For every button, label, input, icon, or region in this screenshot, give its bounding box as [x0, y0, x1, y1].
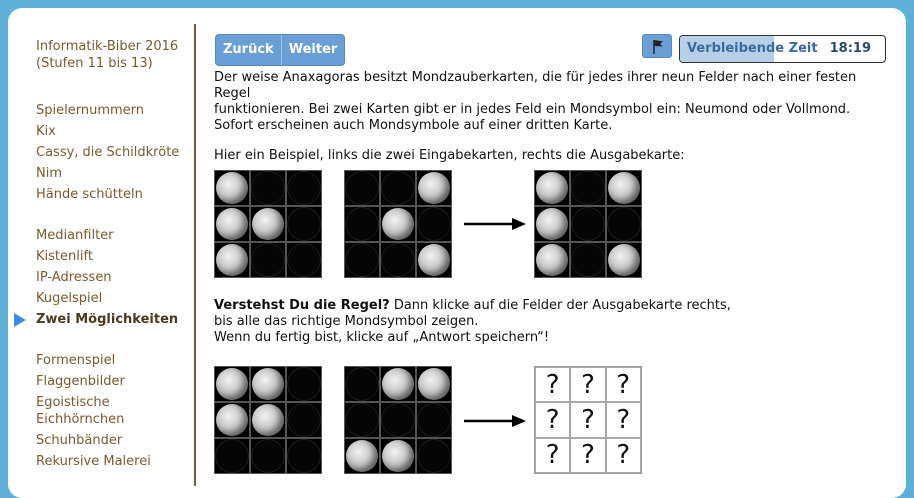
timer-label: Verbleibende Zeit — [687, 41, 818, 56]
intro-line-2: funktionieren. Bei zwei Karten gibt er in jedes Feld ein Mondsymbol ein: Neumond oder Vollmond. — [214, 102, 851, 117]
card-cell — [606, 242, 642, 278]
full-moon-icon — [382, 368, 414, 400]
new-moon-icon — [572, 244, 604, 276]
sidebar-title-line2: (Stufen 11 bis 13) — [36, 56, 153, 71]
card-cell — [380, 170, 416, 206]
flag-icon — [643, 35, 671, 57]
task-arrow-icon — [464, 413, 526, 429]
answer-cell[interactable]: ? — [606, 402, 641, 437]
card-cell — [214, 242, 250, 278]
full-moon-icon — [252, 404, 284, 436]
full-moon-icon — [536, 172, 568, 204]
sidebar-item-spielernummern[interactable]: Spielernummern — [36, 103, 144, 118]
new-moon-icon — [252, 172, 284, 204]
new-moon-icon — [288, 368, 320, 400]
new-moon-icon — [346, 172, 378, 204]
new-moon-icon — [572, 172, 604, 204]
full-moon-icon — [216, 244, 248, 276]
sidebar-group — [36, 225, 196, 330]
card-cell — [416, 366, 452, 402]
task-question — [214, 298, 894, 346]
card-cell — [344, 438, 380, 474]
card-cell — [286, 206, 322, 242]
new-moon-icon — [216, 440, 248, 472]
example-output-card — [534, 170, 642, 278]
card-cell — [250, 438, 286, 474]
card-cell — [380, 438, 416, 474]
full-moon-icon — [418, 172, 450, 204]
card-cell — [380, 206, 416, 242]
sidebar-item-nim[interactable]: Nim — [36, 166, 62, 181]
new-moon-icon — [288, 172, 320, 204]
full-moon-icon — [608, 172, 640, 204]
card-cell — [344, 402, 380, 438]
sidebar-item-kugelspiel[interactable]: Kugelspiel — [36, 291, 103, 306]
card-cell — [344, 206, 380, 242]
new-moon-icon — [418, 404, 450, 436]
card-cell — [534, 242, 570, 278]
sidebar-title-line1: Informatik-Biber 2016 — [36, 39, 179, 54]
answer-cell[interactable]: ? — [535, 367, 570, 402]
sidebar-item-ip-adressen[interactable]: IP-Adressen — [36, 270, 112, 285]
sidebar-group — [36, 100, 196, 205]
answer-output-card — [534, 366, 642, 474]
card-cell — [250, 170, 286, 206]
example-input-card-1 — [214, 170, 322, 278]
nav-buttons — [215, 34, 345, 66]
intro-line-3: Sofort erscheinen auch Mondsymbole auf einer dritten Karte. — [214, 118, 613, 133]
answer-cell[interactable]: ? — [606, 438, 641, 473]
sidebar-group — [36, 350, 196, 472]
card-cell — [416, 206, 452, 242]
card-cell — [570, 206, 606, 242]
sidebar-item-kistenlift[interactable]: Kistenlift — [36, 249, 93, 264]
card-cell — [286, 242, 322, 278]
card-cell — [214, 438, 250, 474]
full-moon-icon — [418, 244, 450, 276]
card-cell — [416, 402, 452, 438]
task-input-card-1 — [214, 366, 322, 474]
new-moon-icon — [288, 244, 320, 276]
card-cell — [416, 242, 452, 278]
card-cell — [214, 366, 250, 402]
example-caption: Hier ein Beispiel, links die zwei Eingabekarten, rechts die Ausgabekarte: — [214, 148, 685, 163]
card-cell — [250, 366, 286, 402]
card-cell — [534, 206, 570, 242]
full-moon-icon — [382, 208, 414, 240]
example-arrow-icon — [464, 216, 526, 232]
card-cell — [380, 242, 416, 278]
card-cell — [344, 242, 380, 278]
next-button[interactable]: Weiter — [281, 35, 345, 65]
card-cell — [250, 402, 286, 438]
full-moon-icon — [216, 172, 248, 204]
answer-cell[interactable]: ? — [606, 367, 641, 402]
sidebar-divider — [194, 24, 196, 486]
flag-button[interactable] — [642, 34, 672, 58]
full-moon-icon — [418, 368, 450, 400]
card-cell — [344, 366, 380, 402]
full-moon-icon — [216, 404, 248, 436]
new-moon-icon — [382, 404, 414, 436]
task-text — [214, 70, 894, 164]
sidebar-item-flaggenbilder[interactable]: Flaggenbilder — [36, 374, 125, 389]
answer-cell[interactable]: ? — [570, 402, 605, 437]
card-cell — [286, 402, 322, 438]
full-moon-icon — [252, 208, 284, 240]
card-cell — [214, 206, 250, 242]
remaining-time — [679, 35, 886, 63]
card-cell — [344, 170, 380, 206]
sidebar-item-haende-schuetteln[interactable]: Hände schütteln — [36, 187, 143, 202]
answer-cell[interactable]: ? — [535, 438, 570, 473]
card-cell — [606, 206, 642, 242]
sidebar — [36, 38, 196, 492]
new-moon-icon — [382, 244, 414, 276]
card-cell — [250, 206, 286, 242]
card-cell — [250, 242, 286, 278]
card-cell — [534, 170, 570, 206]
full-moon-icon — [216, 208, 248, 240]
new-moon-icon — [288, 404, 320, 436]
task-input-card-2 — [344, 366, 452, 474]
answer-cell[interactable]: ? — [535, 402, 570, 437]
new-moon-icon — [382, 172, 414, 204]
new-moon-icon — [608, 208, 640, 240]
answer-cell[interactable]: ? — [570, 367, 605, 402]
intro-line-1: Der weise Anaxagoras besitzt Mondzauberkarten, die für jedes ihrer neun Felder nach einer festen Regel — [214, 70, 857, 101]
card-cell — [286, 170, 322, 206]
new-moon-icon — [346, 368, 378, 400]
new-moon-icon — [346, 208, 378, 240]
sidebar-item-medianfilter[interactable]: Medianfilter — [36, 228, 114, 243]
new-moon-icon — [572, 208, 604, 240]
new-moon-icon — [346, 404, 378, 436]
new-moon-icon — [346, 244, 378, 276]
card-cell — [416, 438, 452, 474]
sidebar-item-zwei-moeglichkeiten[interactable]: Zwei Möglichkeiten — [36, 309, 196, 330]
card-cell — [570, 242, 606, 278]
new-moon-icon — [288, 208, 320, 240]
sidebar-item-schuhbaender[interactable]: Schuhbänder — [36, 433, 123, 448]
card-cell — [214, 170, 250, 206]
question-line-3: Wenn du fertig bist, klicke auf „Antwort speichern“! — [214, 330, 550, 345]
card-cell — [286, 366, 322, 402]
full-moon-icon — [536, 208, 568, 240]
example-input-card-2 — [344, 170, 452, 278]
full-moon-icon — [382, 440, 414, 472]
new-moon-icon — [252, 440, 284, 472]
card-cell — [214, 402, 250, 438]
card-cell — [416, 170, 452, 206]
sidebar-item-kix[interactable]: Kix — [36, 124, 56, 139]
full-moon-icon — [536, 244, 568, 276]
card-cell — [380, 402, 416, 438]
full-moon-icon — [346, 440, 378, 472]
full-moon-icon — [216, 368, 248, 400]
sidebar-item-rekursive-malerei[interactable]: Rekursive Malerei — [36, 454, 151, 469]
sidebar-item-formenspiel[interactable]: Formenspiel — [36, 353, 116, 368]
question-line-1 — [214, 298, 894, 314]
question-rest: Dann klicke auf die Felder der Ausgabekarte rechts, — [389, 298, 731, 313]
full-moon-icon — [252, 368, 284, 400]
new-moon-icon — [252, 244, 284, 276]
sidebar-item-cassy[interactable]: Cassy, die Schildkröte — [36, 145, 180, 160]
question-line-2: bis alle das richtige Mondsymbol zeigen. — [214, 314, 479, 329]
card-cell — [380, 366, 416, 402]
card-cell — [286, 438, 322, 474]
card-cell — [606, 170, 642, 206]
back-button[interactable]: Zurück — [223, 42, 274, 57]
new-moon-icon — [418, 440, 450, 472]
sidebar-title — [36, 38, 196, 72]
new-moon-icon — [418, 208, 450, 240]
sidebar-item-egoistische-eichhoernchen[interactable]: Egoistische Eichhörnchen — [36, 395, 125, 427]
full-moon-icon — [608, 244, 640, 276]
card-cell — [570, 170, 606, 206]
answer-cell[interactable]: ? — [570, 438, 605, 473]
new-moon-icon — [288, 440, 320, 472]
question-bold: Verstehst Du die Regel? — [214, 298, 390, 313]
timer-value: 18:19 — [829, 41, 871, 56]
